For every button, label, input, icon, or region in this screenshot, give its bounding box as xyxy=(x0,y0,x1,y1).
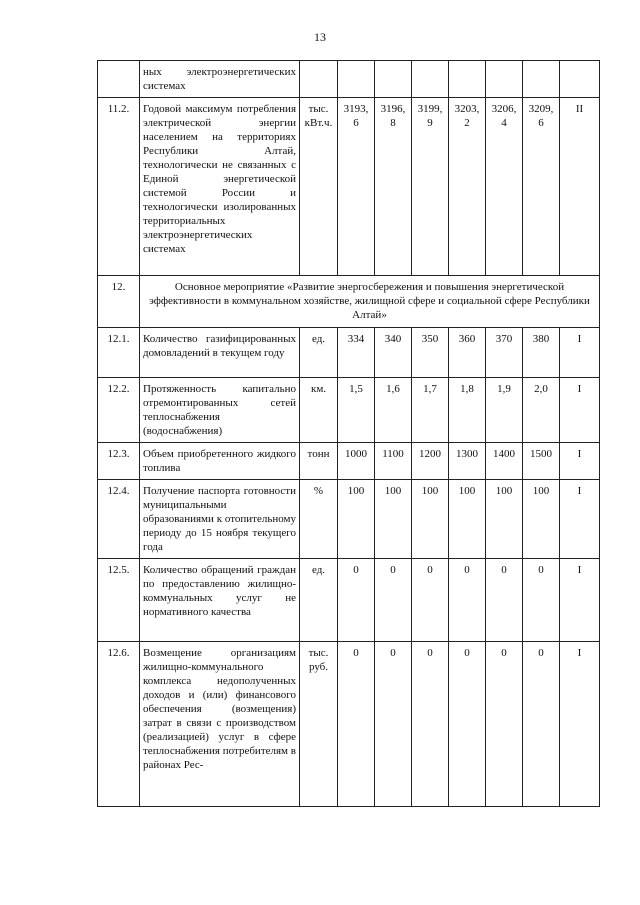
value-cell-year-5: 3206, 4 xyxy=(486,98,523,276)
value-cell-year-5: 100 xyxy=(486,480,523,559)
value-cell-year-5 xyxy=(486,61,523,98)
value-cell-year-6: 3209, 6 xyxy=(523,98,560,276)
value-cell-year-6 xyxy=(523,61,560,98)
indicator-name: Возмещение организациям жилищно-коммунального комплекса недополученных доходов и (или) финансового обеспечения (возмещения) затрат в связи с производством (реализацией) услуг в сфере теплоснабжения потребителям в районах Рес- xyxy=(140,642,300,807)
value-cell-year-2: 0 xyxy=(375,642,412,807)
value-cell-year-5: 1400 xyxy=(486,443,523,480)
table-row xyxy=(98,378,600,443)
unit-cell: тыс. кВт.ч. xyxy=(300,98,338,276)
value-cell-year-4: 1,8 xyxy=(449,378,486,443)
value-cell-year-1: 1000 xyxy=(338,443,375,480)
level-cell: I xyxy=(560,443,600,480)
value-cell-year-1: 3193, 6 xyxy=(338,98,375,276)
value-cell-year-1: 1,5 xyxy=(338,378,375,443)
value-cell-year-1: 0 xyxy=(338,642,375,807)
value-cell-year-2: 340 xyxy=(375,328,412,378)
level-cell xyxy=(560,61,600,98)
unit-cell: % xyxy=(300,480,338,559)
value-cell-year-3: 0 xyxy=(412,559,449,642)
value-cell-year-6: 0 xyxy=(523,559,560,642)
value-cell-year-3: 3199, 9 xyxy=(412,98,449,276)
page-number: 13 xyxy=(314,30,326,44)
value-cell-year-1: 100 xyxy=(338,480,375,559)
value-cell-year-3: 350 xyxy=(412,328,449,378)
value-cell-year-3: 1200 xyxy=(412,443,449,480)
value-cell-year-3: 0 xyxy=(412,642,449,807)
value-cell-year-6: 1500 xyxy=(523,443,560,480)
table-row xyxy=(98,559,600,642)
value-cell-year-3: 1,7 xyxy=(412,378,449,443)
unit-cell: ед. xyxy=(300,328,338,378)
indicator-name: Годовой максимум потребления электрической энергии населением на территориях Республики Алтай, технологически не связанных с Единой энергетической системой России и технологически изолированных территориальных электроэнергетических системах xyxy=(140,98,300,276)
level-cell: I xyxy=(560,480,600,559)
value-cell-year-3: 100 xyxy=(412,480,449,559)
value-cell-year-4: 1300 xyxy=(449,443,486,480)
value-cell-year-1: 334 xyxy=(338,328,375,378)
unit-cell: тонн xyxy=(300,443,338,480)
indicator-name: Протяженность капитально отремонтированных сетей теплоснабжения (водоснабжения) xyxy=(140,378,300,443)
value-cell-year-6: 380 xyxy=(523,328,560,378)
indicators-table xyxy=(97,60,600,807)
value-cell-year-6: 0 xyxy=(523,642,560,807)
indicator-name: Получение паспорта готовности муниципальными образованиями к отопительному периоду до 15 ноября текущего года xyxy=(140,480,300,559)
row-number: 11.2. xyxy=(98,98,140,276)
value-cell-year-5: 0 xyxy=(486,559,523,642)
indicator-name: Количество обращений граждан по предоставлению жилищно-коммунальных услуг не нормативного качества xyxy=(140,559,300,642)
table-row xyxy=(98,328,600,378)
value-cell-year-2: 100 xyxy=(375,480,412,559)
value-cell-year-4: 360 xyxy=(449,328,486,378)
value-cell-year-4: 0 xyxy=(449,559,486,642)
level-cell: I xyxy=(560,328,600,378)
value-cell-year-1 xyxy=(338,61,375,98)
indicator-name: Объем приобретенного жидкого топлива xyxy=(140,443,300,480)
unit-cell: тыс. руб. xyxy=(300,642,338,807)
row-number: 12.4. xyxy=(98,480,140,559)
value-cell-year-6: 2,0 xyxy=(523,378,560,443)
unit-cell: км. xyxy=(300,378,338,443)
row-number: 12. xyxy=(98,276,140,328)
indicator-name: ных электроэнергетических системах xyxy=(140,61,300,98)
value-cell-year-6: 100 xyxy=(523,480,560,559)
value-cell-year-2: 0 xyxy=(375,559,412,642)
row-number: 12.6. xyxy=(98,642,140,807)
value-cell-year-5: 1,9 xyxy=(486,378,523,443)
level-cell: II xyxy=(560,98,600,276)
table-row xyxy=(98,642,600,807)
value-cell-year-4: 3203, 2 xyxy=(449,98,486,276)
table-row xyxy=(98,61,600,98)
value-cell-year-2 xyxy=(375,61,412,98)
level-cell: I xyxy=(560,559,600,642)
row-number: 12.2. xyxy=(98,378,140,443)
value-cell-year-2: 1,6 xyxy=(375,378,412,443)
section-title: Основное мероприятие «Развитие энергосбережения и повышения энергетической эффективности в коммунальном хозяйстве, жилищной сфере и социальной сфере Республики Алтай» xyxy=(140,276,600,328)
value-cell-year-2: 3196, 8 xyxy=(375,98,412,276)
level-cell: I xyxy=(560,642,600,807)
table-row xyxy=(98,480,600,559)
row-number: 12.5. xyxy=(98,559,140,642)
level-cell: I xyxy=(560,378,600,443)
section-row xyxy=(98,276,600,328)
value-cell-year-4 xyxy=(449,61,486,98)
row-number xyxy=(98,61,140,98)
unit-cell xyxy=(300,61,338,98)
value-cell-year-5: 370 xyxy=(486,328,523,378)
value-cell-year-2: 1100 xyxy=(375,443,412,480)
value-cell-year-4: 0 xyxy=(449,642,486,807)
value-cell-year-3 xyxy=(412,61,449,98)
indicator-name: Количество газифицированных домовладений в текущем году xyxy=(140,328,300,378)
table-row xyxy=(98,443,600,480)
row-number: 12.3. xyxy=(98,443,140,480)
value-cell-year-1: 0 xyxy=(338,559,375,642)
unit-cell: ед. xyxy=(300,559,338,642)
row-number: 12.1. xyxy=(98,328,140,378)
value-cell-year-4: 100 xyxy=(449,480,486,559)
table-row xyxy=(98,98,600,276)
value-cell-year-5: 0 xyxy=(486,642,523,807)
